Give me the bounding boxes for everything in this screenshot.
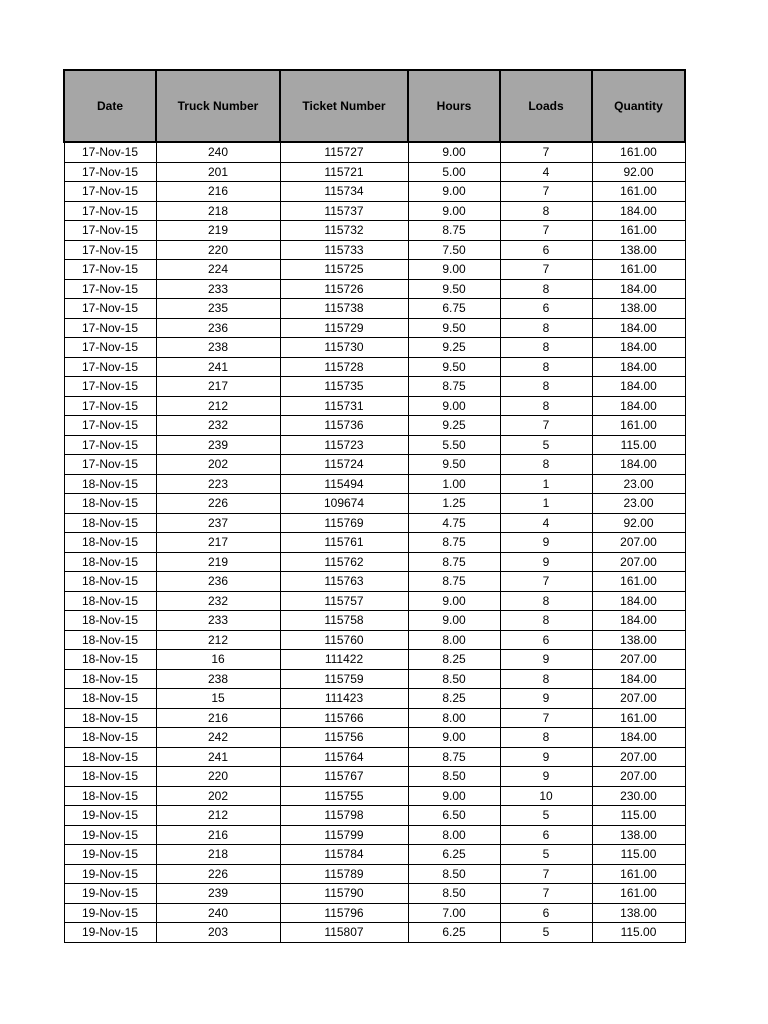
truck-number-cell: 16 [156,650,280,670]
table-row [64,513,685,533]
date-cell: 17-Nov-15 [64,240,156,260]
loads-cell: 8 [500,591,592,611]
date-cell: 18-Nov-15 [64,708,156,728]
hours-cell: 8.75 [408,377,500,397]
ticket-number-cell: 115494 [280,474,408,494]
date-cell: 18-Nov-15 [64,572,156,592]
header-ticket-number: Ticket Number [280,70,408,142]
truck-number-cell: 240 [156,903,280,923]
date-cell: 19-Nov-15 [64,884,156,904]
loads-cell: 9 [500,650,592,670]
ticket-number-cell: 111422 [280,650,408,670]
quantity-cell: 184.00 [592,396,685,416]
loads-cell: 9 [500,552,592,572]
ticket-number-cell: 115757 [280,591,408,611]
hours-cell: 6.25 [408,845,500,865]
loads-cell: 9 [500,533,592,553]
hours-cell: 1.00 [408,474,500,494]
quantity-cell: 115.00 [592,806,685,826]
table-row [64,650,685,670]
hours-cell: 7.00 [408,903,500,923]
quantity-cell: 184.00 [592,318,685,338]
date-cell: 19-Nov-15 [64,923,156,943]
hours-cell: 8.25 [408,689,500,709]
ticket-number-cell: 115755 [280,786,408,806]
table-row [64,182,685,202]
table-row [64,533,685,553]
ticket-number-cell: 115767 [280,767,408,787]
date-cell: 18-Nov-15 [64,689,156,709]
hours-cell: 9.50 [408,357,500,377]
hours-cell: 6.75 [408,299,500,319]
truck-number-cell: 212 [156,396,280,416]
hours-cell: 6.25 [408,923,500,943]
date-cell: 17-Nov-15 [64,182,156,202]
loads-cell: 7 [500,572,592,592]
date-cell: 18-Nov-15 [64,474,156,494]
ticket-number-cell: 115789 [280,864,408,884]
table-row [64,221,685,241]
truck-number-cell: 216 [156,825,280,845]
ticket-number-cell: 115759 [280,669,408,689]
date-cell: 18-Nov-15 [64,728,156,748]
date-cell: 17-Nov-15 [64,435,156,455]
hours-cell: 8.75 [408,572,500,592]
hours-cell: 5.00 [408,162,500,182]
quantity-cell: 161.00 [592,260,685,280]
loads-cell: 6 [500,825,592,845]
loads-cell: 9 [500,689,592,709]
quantity-cell: 115.00 [592,845,685,865]
loads-cell: 7 [500,221,592,241]
date-cell: 18-Nov-15 [64,494,156,514]
loads-cell: 7 [500,884,592,904]
quantity-cell: 207.00 [592,650,685,670]
hours-cell: 8.25 [408,650,500,670]
date-cell: 18-Nov-15 [64,591,156,611]
date-cell: 19-Nov-15 [64,845,156,865]
ticket-number-cell: 115731 [280,396,408,416]
table-body [64,142,685,942]
table-row [64,240,685,260]
table-row [64,552,685,572]
quantity-cell: 207.00 [592,747,685,767]
table-row [64,708,685,728]
loads-cell: 8 [500,357,592,377]
table-row [64,864,685,884]
date-cell: 17-Nov-15 [64,279,156,299]
loads-cell: 8 [500,201,592,221]
loads-cell: 5 [500,923,592,943]
table-row [64,279,685,299]
loads-cell: 8 [500,318,592,338]
loads-cell: 7 [500,708,592,728]
date-cell: 17-Nov-15 [64,221,156,241]
date-cell: 19-Nov-15 [64,903,156,923]
table-row [64,455,685,475]
hours-cell: 9.00 [408,591,500,611]
truck-number-cell: 217 [156,533,280,553]
truck-number-cell: 238 [156,338,280,358]
date-cell: 17-Nov-15 [64,416,156,436]
hours-cell: 4.75 [408,513,500,533]
date-cell: 17-Nov-15 [64,377,156,397]
table-row [64,591,685,611]
date-cell: 18-Nov-15 [64,669,156,689]
loads-cell: 4 [500,162,592,182]
quantity-cell: 184.00 [592,728,685,748]
table-row [64,611,685,631]
loads-cell: 7 [500,864,592,884]
table-row [64,299,685,319]
truck-number-cell: 226 [156,864,280,884]
loads-cell: 8 [500,377,592,397]
quantity-cell: 161.00 [592,416,685,436]
truck-number-cell: 216 [156,182,280,202]
quantity-cell: 184.00 [592,338,685,358]
hours-cell: 9.25 [408,416,500,436]
truck-number-cell: 238 [156,669,280,689]
loads-cell: 8 [500,728,592,748]
date-cell: 17-Nov-15 [64,299,156,319]
quantity-cell: 184.00 [592,201,685,221]
ticket-number-cell: 115790 [280,884,408,904]
ticket-number-cell: 115733 [280,240,408,260]
hours-cell: 9.50 [408,318,500,338]
hours-cell: 8.00 [408,708,500,728]
header-hours: Hours [408,70,500,142]
ticket-number-cell: 109674 [280,494,408,514]
hours-cell: 9.00 [408,142,500,162]
loads-cell: 4 [500,513,592,533]
hours-cell: 7.50 [408,240,500,260]
truck-number-cell: 218 [156,845,280,865]
truck-ticket-table [63,69,686,943]
date-cell: 17-Nov-15 [64,338,156,358]
quantity-cell: 207.00 [592,533,685,553]
ticket-number-cell: 115737 [280,201,408,221]
quantity-cell: 115.00 [592,923,685,943]
truck-number-cell: 235 [156,299,280,319]
table-row [64,786,685,806]
loads-cell: 9 [500,767,592,787]
hours-cell: 9.00 [408,611,500,631]
loads-cell: 5 [500,845,592,865]
quantity-cell: 184.00 [592,611,685,631]
table-row [64,825,685,845]
ticket-number-cell: 115762 [280,552,408,572]
loads-cell: 8 [500,338,592,358]
truck-number-cell: 232 [156,591,280,611]
table-row [64,201,685,221]
date-cell: 17-Nov-15 [64,162,156,182]
truck-number-cell: 226 [156,494,280,514]
hours-cell: 9.00 [408,786,500,806]
ticket-number-cell: 115756 [280,728,408,748]
table-row [64,142,685,162]
loads-cell: 5 [500,806,592,826]
ticket-number-cell: 111423 [280,689,408,709]
date-cell: 18-Nov-15 [64,747,156,767]
date-cell: 18-Nov-15 [64,533,156,553]
table-row [64,630,685,650]
loads-cell: 7 [500,142,592,162]
truck-number-cell: 212 [156,630,280,650]
table-row [64,903,685,923]
loads-cell: 7 [500,182,592,202]
hours-cell: 8.00 [408,630,500,650]
truck-number-cell: 216 [156,708,280,728]
date-cell: 17-Nov-15 [64,260,156,280]
truck-number-cell: 233 [156,279,280,299]
quantity-cell: 161.00 [592,708,685,728]
hours-cell: 9.00 [408,728,500,748]
loads-cell: 9 [500,747,592,767]
ticket-number-cell: 115724 [280,455,408,475]
table-row [64,884,685,904]
header-loads: Loads [500,70,592,142]
hours-cell: 1.25 [408,494,500,514]
date-cell: 18-Nov-15 [64,611,156,631]
quantity-cell: 138.00 [592,240,685,260]
quantity-cell: 207.00 [592,767,685,787]
quantity-cell: 230.00 [592,786,685,806]
date-cell: 18-Nov-15 [64,767,156,787]
table-row [64,357,685,377]
hours-cell: 9.00 [408,182,500,202]
table-row [64,474,685,494]
ticket-number-cell: 115723 [280,435,408,455]
table-row [64,318,685,338]
table-row [64,396,685,416]
quantity-cell: 207.00 [592,552,685,572]
truck-number-cell: 201 [156,162,280,182]
ticket-number-cell: 115727 [280,142,408,162]
hours-cell: 9.00 [408,396,500,416]
header-quantity: Quantity [592,70,685,142]
truck-number-cell: 220 [156,240,280,260]
loads-cell: 6 [500,299,592,319]
ticket-number-cell: 115761 [280,533,408,553]
quantity-cell: 184.00 [592,455,685,475]
ticket-number-cell: 115766 [280,708,408,728]
ticket-number-cell: 115728 [280,357,408,377]
loads-cell: 7 [500,260,592,280]
truck-number-cell: 218 [156,201,280,221]
truck-number-cell: 232 [156,416,280,436]
table-row [64,806,685,826]
quantity-cell: 23.00 [592,474,685,494]
date-cell: 17-Nov-15 [64,201,156,221]
ticket-number-cell: 115732 [280,221,408,241]
truck-number-cell: 219 [156,221,280,241]
date-cell: 17-Nov-15 [64,142,156,162]
table-row [64,669,685,689]
quantity-cell: 161.00 [592,864,685,884]
ticket-number-cell: 115760 [280,630,408,650]
table-row [64,572,685,592]
quantity-cell: 161.00 [592,182,685,202]
table-row [64,747,685,767]
truck-number-cell: 220 [156,767,280,787]
ticket-number-cell: 115721 [280,162,408,182]
truck-number-cell: 241 [156,747,280,767]
quantity-cell: 92.00 [592,513,685,533]
loads-cell: 10 [500,786,592,806]
date-cell: 18-Nov-15 [64,786,156,806]
ticket-number-cell: 115725 [280,260,408,280]
quantity-cell: 184.00 [592,669,685,689]
loads-cell: 1 [500,494,592,514]
loads-cell: 8 [500,611,592,631]
ticket-number-cell: 115769 [280,513,408,533]
table-row [64,494,685,514]
truck-number-cell: 233 [156,611,280,631]
hours-cell: 9.50 [408,455,500,475]
quantity-cell: 184.00 [592,357,685,377]
hours-cell: 6.50 [408,806,500,826]
table-row [64,260,685,280]
loads-cell: 6 [500,240,592,260]
loads-cell: 1 [500,474,592,494]
quantity-cell: 115.00 [592,435,685,455]
truck-number-cell: 202 [156,455,280,475]
truck-number-cell: 202 [156,786,280,806]
quantity-cell: 161.00 [592,884,685,904]
ticket-number-cell: 115730 [280,338,408,358]
loads-cell: 6 [500,903,592,923]
date-cell: 18-Nov-15 [64,650,156,670]
loads-cell: 5 [500,435,592,455]
ticket-number-cell: 115729 [280,318,408,338]
ticket-number-cell: 115758 [280,611,408,631]
date-cell: 18-Nov-15 [64,552,156,572]
date-cell: 17-Nov-15 [64,396,156,416]
header-row [64,70,685,142]
table-row [64,377,685,397]
table-row [64,162,685,182]
hours-cell: 8.50 [408,884,500,904]
ticket-number-cell: 115798 [280,806,408,826]
header-date: Date [64,70,156,142]
table-row [64,845,685,865]
hours-cell: 9.00 [408,260,500,280]
quantity-cell: 184.00 [592,279,685,299]
header-truck-number: Truck Number [156,70,280,142]
quantity-cell: 184.00 [592,591,685,611]
ticket-number-cell: 115734 [280,182,408,202]
quantity-cell: 138.00 [592,630,685,650]
date-cell: 19-Nov-15 [64,864,156,884]
truck-number-cell: 212 [156,806,280,826]
table-row [64,338,685,358]
truck-number-cell: 237 [156,513,280,533]
quantity-cell: 161.00 [592,142,685,162]
ticket-number-cell: 115763 [280,572,408,592]
truck-number-cell: 242 [156,728,280,748]
date-cell: 17-Nov-15 [64,455,156,475]
quantity-cell: 23.00 [592,494,685,514]
truck-number-cell: 241 [156,357,280,377]
truck-number-cell: 217 [156,377,280,397]
ticket-number-cell: 115735 [280,377,408,397]
hours-cell: 8.50 [408,669,500,689]
loads-cell: 8 [500,455,592,475]
loads-cell: 7 [500,416,592,436]
quantity-cell: 207.00 [592,689,685,709]
date-cell: 17-Nov-15 [64,357,156,377]
date-cell: 18-Nov-15 [64,513,156,533]
loads-cell: 8 [500,396,592,416]
ticket-number-cell: 115799 [280,825,408,845]
ticket-number-cell: 115736 [280,416,408,436]
hours-cell: 8.75 [408,747,500,767]
truck-number-cell: 223 [156,474,280,494]
truck-number-cell: 239 [156,884,280,904]
hours-cell: 8.50 [408,864,500,884]
table-row [64,435,685,455]
truck-number-cell: 240 [156,142,280,162]
truck-number-cell: 224 [156,260,280,280]
quantity-cell: 138.00 [592,825,685,845]
date-cell: 19-Nov-15 [64,825,156,845]
ticket-number-cell: 115738 [280,299,408,319]
quantity-cell: 92.00 [592,162,685,182]
truck-number-cell: 236 [156,318,280,338]
table-row [64,923,685,943]
quantity-cell: 138.00 [592,903,685,923]
hours-cell: 8.50 [408,767,500,787]
truck-number-cell: 203 [156,923,280,943]
hours-cell: 8.75 [408,552,500,572]
ticket-number-cell: 115784 [280,845,408,865]
hours-cell: 9.00 [408,201,500,221]
date-cell: 17-Nov-15 [64,318,156,338]
ticket-number-cell: 115807 [280,923,408,943]
truck-number-cell: 239 [156,435,280,455]
quantity-cell: 161.00 [592,572,685,592]
ticket-number-cell: 115764 [280,747,408,767]
hours-cell: 8.75 [408,221,500,241]
quantity-cell: 184.00 [592,377,685,397]
date-cell: 19-Nov-15 [64,806,156,826]
truck-number-cell: 15 [156,689,280,709]
quantity-cell: 138.00 [592,299,685,319]
hours-cell: 8.00 [408,825,500,845]
date-cell: 18-Nov-15 [64,630,156,650]
truck-number-cell: 219 [156,552,280,572]
table-row [64,728,685,748]
hours-cell: 8.75 [408,533,500,553]
ticket-number-cell: 115726 [280,279,408,299]
hours-cell: 9.25 [408,338,500,358]
loads-cell: 6 [500,630,592,650]
hours-cell: 5.50 [408,435,500,455]
table-row [64,416,685,436]
table-row [64,689,685,709]
loads-cell: 8 [500,669,592,689]
loads-cell: 8 [500,279,592,299]
ticket-number-cell: 115796 [280,903,408,923]
table-row [64,767,685,787]
truck-number-cell: 236 [156,572,280,592]
hours-cell: 9.50 [408,279,500,299]
quantity-cell: 161.00 [592,221,685,241]
table-header [64,70,685,142]
